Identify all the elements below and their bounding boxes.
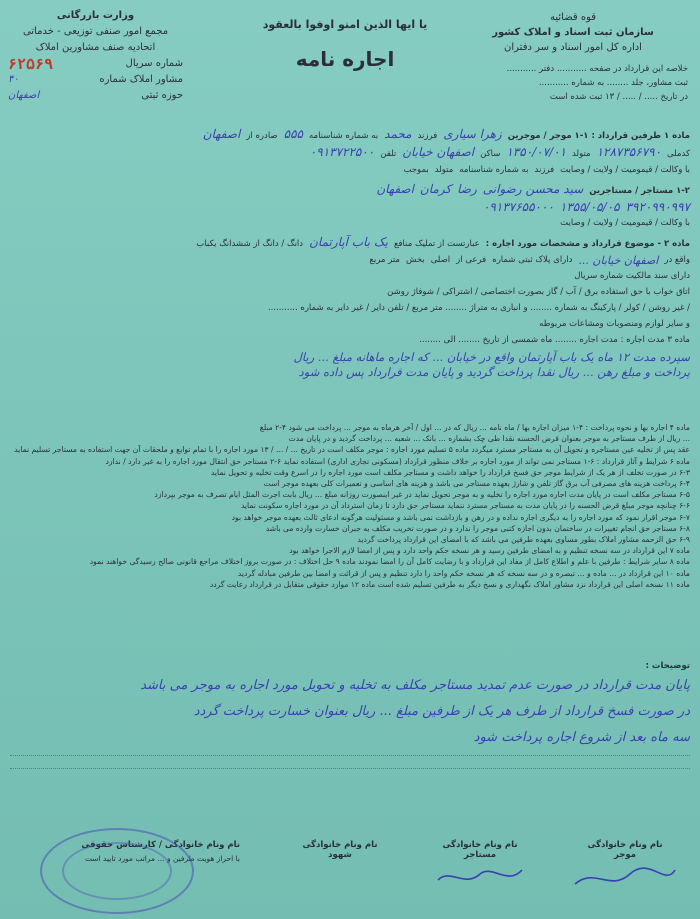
- hand-note-1: سپرده مدت ۱۲ ماه یک باب آپارتمان واقع در خیابان ... که اجاره ماهانه مبلغ ... ریال: [293, 350, 690, 364]
- advisor-number: ۴۰: [8, 74, 19, 85]
- org-name: سازمان ثبت اسناد و املاک کشور: [492, 27, 654, 38]
- explanation-line-5: [10, 768, 690, 769]
- lessor-signature-mark: [570, 862, 680, 894]
- registration-fields: [438, 62, 688, 104]
- lessor-born: ۱۳۵۰/۰۷/۰۱: [506, 145, 567, 159]
- zone-value: اصفهان: [8, 90, 40, 101]
- lessee-issued: اصفهان: [376, 182, 414, 196]
- tenant-sig-label: نام ونام خانوادگی: [442, 840, 518, 850]
- born-label-2: متولد: [434, 165, 454, 175]
- header-right: [458, 10, 688, 55]
- national-code-label: کدملی: [667, 149, 690, 159]
- explanation-hand-3: سه ماه بعد از شروع اجاره پرداخت شود: [473, 730, 690, 745]
- advisor-stamp-inner: [62, 842, 172, 900]
- witness-sig-title: شهود: [328, 850, 352, 860]
- zone-label: حوزه ثبتی: [141, 90, 183, 101]
- located-label: واقع در: [664, 255, 690, 265]
- other-line: و سایر لوازم ومنصوبات ومشاعات مربوطه: [539, 319, 690, 329]
- article-paragraph: ۶-۸ مستاجر حق انجام تغییرات در ساختمان بدون اجازه کتبی موجر را ندارد و در صورت تخریب مکلف به جبران خسارت وارده می باشد: [265, 523, 690, 533]
- property-heading: ماده ۲ - موضوع قرارداد و مشخصات مورد اجاره :: [485, 239, 690, 249]
- resident-label: ساکن: [480, 149, 501, 159]
- located-value: اصفهان خیابان ...: [578, 254, 659, 267]
- tenant-sig-title: مستاجر: [464, 850, 496, 860]
- tenant-signature-mark: [430, 860, 530, 892]
- office-name: اداره کل امور اسناد و سر دفتران: [504, 42, 642, 53]
- explanations-section: [10, 660, 690, 769]
- lessor-signature: [560, 840, 690, 897]
- explanations-label: توضیحات :: [645, 661, 690, 671]
- article-paragraph: ماده ۱۰ این قرارداد در ... ماده و ... تبصره و در سه نسخه که هر نسخه حکم واحد را دارد تنظیم و پس از قرائت و امضا بین طرفین مبادله گردید: [237, 568, 690, 578]
- section-label: بخش: [405, 255, 425, 265]
- property-section: [10, 236, 690, 379]
- term-line: ماده ۳ مدت اجاره : مدت اجاره ........ ماه شمسی از تاریخ ........ الی ........: [419, 335, 690, 345]
- lessee-id: کرمان: [419, 182, 452, 196]
- lessee-name: سید محسن رضوانی: [482, 182, 584, 196]
- witness-sig-label: نام ونام خانوادگی: [302, 840, 378, 850]
- lessor-phone: ۰۹۱۳۷۲۲۵۰۰: [309, 145, 375, 159]
- lessor-father: محمد: [384, 127, 412, 141]
- article-paragraph: ۶-۵ مستاجر مکلف است در پایان مدت اجاره مورد اجاره را تخلیه و به موجر تحویل نماید در غیر اینصورت روزانه مبلغ ... ریال بابت اجرت المثل ایام تصرف به موجر بپردازد: [154, 490, 690, 500]
- lessor-address: اصفهان خیابان: [402, 145, 475, 159]
- id-label-2: به شماره شناسنامه: [459, 165, 529, 175]
- summary-line: خلاصه این قرارداد در صفحه ........... دفتر ...........: [506, 64, 688, 74]
- father-label-2: فرزند: [534, 165, 555, 175]
- property-intro: عبارتست از تملیک منافع: [393, 239, 480, 249]
- article-paragraph: ماده ۴ اجاره بها و نحوه پرداخت : ۴-۱ میزان اجاره بها / ماه نامه ... ریال که در ... اول / آخر هرماه به موجر ... پرداخت می شود ۴-۲ مبلغ: [259, 423, 690, 432]
- lessor-id: ۵۵۵: [283, 127, 303, 141]
- advisor-sig-note: با احراز هویت طرفین و ... مراتب مورد تایید است: [84, 854, 240, 863]
- article-paragraph: ۶-۷ موجر اقرار نمود که مورد اجاره را به دیگری اجاره نداده و در رهن و بازداشت نمی باشد و مسئولیت هرگونه ادعای ثالث بعهده موجر خواهد بود: [231, 512, 690, 522]
- articles-list: [10, 422, 690, 590]
- explanation-hand-2: در صورت فسخ قرارداد از طرف هر یک از طرفین مبلغ ... ریال بعنوان خسارت پرداخت گردد: [193, 704, 690, 719]
- article-paragraph: ماده ۸ سایر شرایط : طرفین با علم و اطلاع کامل از مفاد این قرارداد و با رضایت کامل آن را امضا نمودند ماده ۹ حل اختلاف : در صورت بروز اختلاف مراجع قانونی صالح رسیدگی خواهند نمود: [89, 557, 690, 567]
- serial-number: ۶۲۵۶۹: [8, 55, 54, 73]
- article-paragraph: ۶-۹ حق الزحمه مشاور املاک بطور مساوی بعهده طرفین می باشد که با امضای این قرارداد پرداخت گردید: [357, 535, 690, 545]
- lessor-id-label: به شماره شناسنامه: [308, 131, 379, 141]
- phone-label: تلفن: [380, 149, 397, 159]
- ministry-name: وزارت بازرگانی: [56, 10, 135, 21]
- header-left: [8, 8, 183, 104]
- union-name: اتحادیه صنف مشاورین املاک: [35, 42, 156, 53]
- dang-label: دانگ / دانگ از ششدانگ یکباب: [196, 239, 304, 249]
- article-paragraph: ۶-۳ در صورت تخلف از هر یک از شرایط موجر حق فسخ قرارداد را خواهد داشت و مستاجر مکلف است مورد اجاره را در اسرع وقت تخلیه و تحویل نماید: [210, 467, 690, 477]
- plate-label: دارای پلاک ثبتی شماره: [492, 255, 573, 265]
- deed-label: دارای سند مالکیت شماره سریال: [574, 271, 690, 281]
- sub-label: فرعی از: [456, 255, 487, 265]
- lessee-heading: ۱-۲ مستاجر / مستاجرین: [589, 186, 690, 196]
- header-center: [225, 18, 465, 71]
- proxy-line-2: با وکالت / قیمومیت / ولایت / وصایت: [560, 218, 690, 228]
- area-label: متر مربع: [369, 255, 400, 265]
- register-line: ثبت مشاور، جلد ........ به شماره ...........: [538, 78, 688, 88]
- property-unit: یک باب آپارتمان: [309, 235, 388, 249]
- tenant-signature: [420, 840, 540, 895]
- judiciary-name: قوه قضائیه: [549, 12, 597, 23]
- article-paragraph: ۶-۴ پرداخت هزینه های مصرفی آب برق گاز تلفن و شارژ بعهده مستاجر می باشد و هزینه های اساسی و تعمیرات کلی بعهده موجر است: [263, 479, 690, 489]
- explanation-hand-1: پایان مدت قرارداد در صورت عدم تمدید مستاجر مکلف به تخلیه و تحویل مورد اجاره به موجر می باشد: [140, 678, 690, 693]
- lessor-issued: اصفهان: [202, 127, 241, 141]
- lessee-born: ۱۳۵۵/۰۵/۰۵: [559, 200, 620, 214]
- proxy-line: با وکالت / قیمومیت / ولایت / وصایت: [560, 165, 690, 175]
- article-paragraph: ماده ۶ شرایط و آثار قرارداد : ۶-۱ مستاجر نمی تواند از مورد اجاره بر خلاف منظور قرارداد (مسکونی تجاری اداری) استفاده نماید ۶-۲ مستاجر حق انتقال مورد اجاره را به غیر دارد / ندارد: [105, 456, 690, 466]
- explanation-line-4: [10, 755, 690, 756]
- article-paragraph: ... ریال از طرف مستاجر به موجر بعنوان قرض الحسنه نقدا طی چک بشماره ... بانک ... شعبه ... پرداخت گردید و در پایان مدت: [288, 434, 690, 444]
- lessee-father: رضا: [457, 182, 477, 196]
- article-paragraph: ۶-۶ چنانچه موجر مبلغ قرض الحسنه را در پایان مدت به مستاجر مسترد ننماید مستاجر حق دارد تا زمان استرداد آن در مورد اجاره سکونت نماید: [240, 501, 690, 511]
- lessor-national-code: ۱۲۸۷۳۵۶۷۹۰: [596, 145, 662, 159]
- by-label: بموجب: [403, 165, 429, 175]
- advisor-label: مشاور املاک شماره: [99, 74, 183, 85]
- facilities-line: اتاق خواب با حق استفاده برق / آب / گاز بصورت اختصاصی / اشتراکی / شوفاژ روشن: [387, 287, 690, 297]
- main-label: اصلی: [430, 255, 451, 265]
- assembly-name: مجمع امور صنفی توزیعی - خدماتی: [22, 26, 169, 37]
- articles-section: [10, 422, 690, 652]
- lessor-issued-label: صادره از: [246, 131, 278, 141]
- witness-signature: [280, 840, 400, 860]
- advisor-sig-label: نام ونام خانوادگی / کارشناس حقوقی: [81, 840, 240, 850]
- date-line: در تاریخ ..... / ..... / ۱۳ ثبت شده است: [549, 92, 688, 102]
- blessing-text: یا ایها الذین امنو اوفوا بالعقود: [262, 18, 428, 31]
- article-paragraph: ماده ۱۱ نسخه اصلی این قرارداد نزد مشاور املاک نگهداری و نسخ دیگر به طرفین تسلیم شده است ماده ۱۲ موارد حقوقی متقابل در قرارداد رعایت گردد: [209, 579, 690, 589]
- storage-line: / غیر روشن / کولر / پارکینگ به شماره ........ و انباری به متراژ ........ متر مربع / تلفن دایر / غیر دایر به شماره ...........: [267, 303, 690, 313]
- serial-label: شماره سریال: [125, 58, 183, 69]
- lessor-father-label: فرزند: [417, 131, 438, 141]
- document-title: اجاره نامه: [295, 47, 395, 71]
- lessee-national-code: ۳۹۲۰۹۹۰۹۹۷: [625, 200, 690, 214]
- lessor-sig-title: موجر: [613, 850, 636, 860]
- parties-heading: ماده ۱ طرفین قرارداد : ۱-۱ موجر / موجرین: [507, 131, 690, 141]
- lessor-sig-label: نام ونام خانوادگی: [587, 840, 663, 850]
- parties-section: [10, 128, 690, 230]
- lessee-phone: ۰۹۱۳۷۶۵۵۰۰۰: [482, 200, 554, 214]
- article-paragraph: عقد پس از تخلیه عین مستاجره و تحویل آن به مستاجر مسترد میگردد ماده ۵ تسلیم مورد اجاره : موجر مکلف است در تاریخ ... / ... / ۱۳ مورد اجاره را با تمام توابع و ملحقات آن جهت استفاده به مستاجر تسلیم نماید: [14, 445, 690, 455]
- article-paragraph: ماده ۷ این قرارداد در سه نسخه تنظیم و به امضای طرفین رسید و هر نسخه حکم واحد دارد و پس از امضا لازم الاجرا خواهد بود: [289, 546, 690, 556]
- born-label: متولد: [572, 149, 591, 159]
- hand-note-2: پرداخت و مبلغ رهن ... ریال نقدا پرداخت گردید و پایان مدت قرارداد پس داده شود: [298, 365, 690, 379]
- lessor-name: زهرا سیاری: [443, 127, 502, 141]
